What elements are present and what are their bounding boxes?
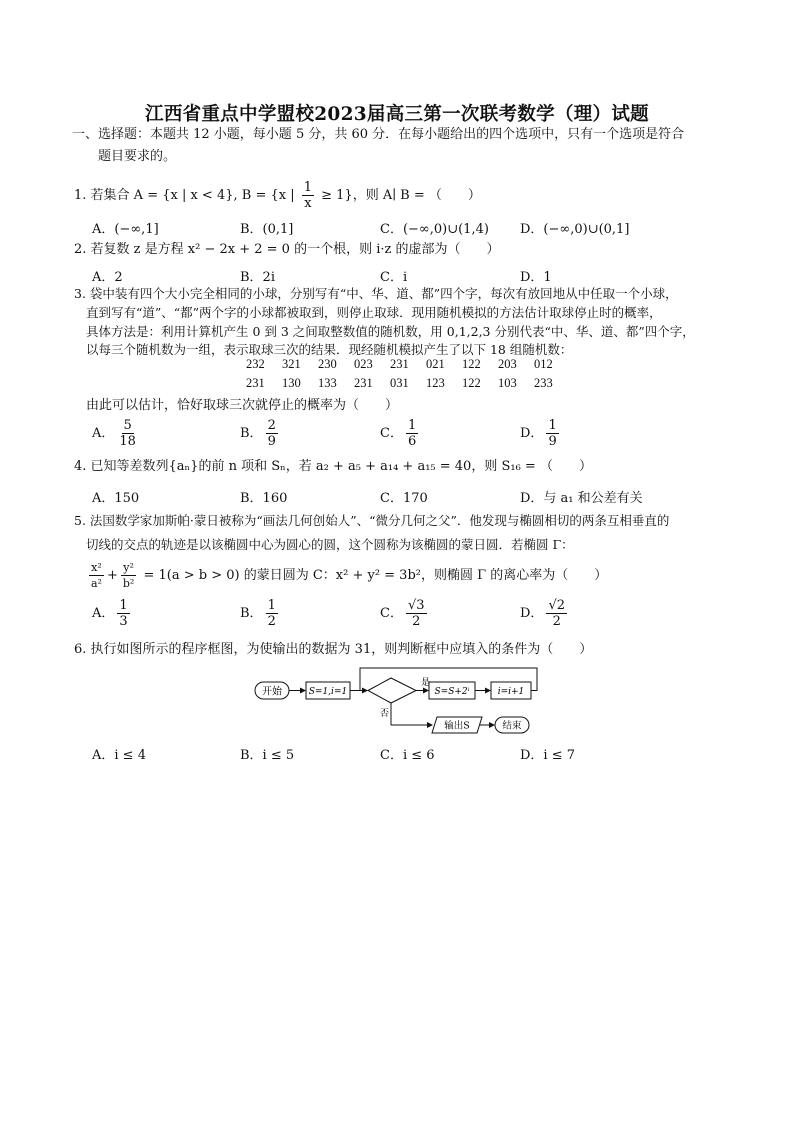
q1-fraction bbox=[302, 180, 314, 211]
q5-line1: 5. 法国数学家加斯帕·蒙日被称为“画法几何创始人”、“微分几何之父”．他发现与椭圆相切的两条互相垂直的 bbox=[74, 513, 670, 528]
flow-incr-text: i=i+1 bbox=[497, 687, 525, 697]
q2-option-d[interactable]: D．1 bbox=[520, 270, 552, 285]
q3-r1-c8: 203 bbox=[498, 357, 517, 371]
q1-frac-den: x bbox=[304, 196, 312, 211]
q5-opt-a-den: 3 bbox=[119, 614, 128, 629]
q5-opt-d-label: D． bbox=[520, 606, 544, 621]
q3-r2-c5: 031 bbox=[390, 376, 409, 390]
q3-opt-a-den: 18 bbox=[119, 434, 136, 449]
exam-title: 江西省重点中学盟校2023届高三第一次联考数学（理）试题 bbox=[145, 104, 649, 125]
q5-frac-y-num: y² bbox=[123, 561, 134, 574]
q5-opt-b-fraction bbox=[266, 598, 278, 629]
q5-opt-c-fraction bbox=[406, 598, 427, 629]
q6-option-d[interactable]: D．i ≤ 7 bbox=[520, 748, 576, 763]
q6-stem: 6. 执行如图所示的程序框图，为使输出的数据为 31，则判断框中应填入的条件为（ ） bbox=[74, 642, 593, 657]
q5-opt-d-fraction bbox=[546, 598, 567, 629]
flow-start-text: 开始 bbox=[262, 686, 282, 698]
q1-frac-num: 1 bbox=[303, 180, 312, 195]
q3-opt-b-den: 9 bbox=[267, 434, 276, 449]
q4-option-c[interactable]: C．170 bbox=[380, 491, 428, 506]
flow-assign-box bbox=[429, 682, 475, 699]
q1-option-a[interactable]: A．(−∞,1] bbox=[92, 222, 159, 237]
q3-opt-c-label: C． bbox=[380, 426, 403, 441]
flow-init-text: S=1,i=1 bbox=[308, 687, 348, 697]
q3-opt-c-den: 6 bbox=[407, 434, 417, 449]
flow-decision-diamond bbox=[368, 678, 416, 703]
q3-r2-c1: 231 bbox=[246, 376, 265, 390]
q6-flowchart bbox=[250, 664, 550, 740]
q3-opt-d-label: D． bbox=[520, 426, 544, 441]
q3-option-a[interactable] bbox=[92, 418, 141, 449]
flow-output-parallelogram bbox=[432, 717, 482, 733]
flow-start-terminal bbox=[255, 682, 289, 699]
q2-option-a[interactable]: A．2 bbox=[92, 270, 123, 285]
q3-opt-d-den: 9 bbox=[548, 434, 557, 449]
q3-r2-c2: 130 bbox=[282, 376, 301, 390]
q3-r2-c3: 133 bbox=[318, 376, 337, 390]
q3-r1-c3: 230 bbox=[318, 357, 337, 371]
q3-option-b[interactable] bbox=[240, 418, 281, 449]
q5-opt-c-num: √3 bbox=[407, 598, 425, 613]
flow-init-box bbox=[306, 682, 350, 699]
q3-opt-a-label: A． bbox=[92, 426, 115, 441]
q3-question: 由此可以估计，恰好取球三次就停止的概率为（ ） bbox=[86, 398, 399, 413]
q5-frac-y bbox=[121, 560, 136, 591]
flow-end-terminal bbox=[495, 717, 529, 733]
q3-line2: 直到写有“道”、“都”两个字的小球都被取到，则停止取球．现用随机模拟的方法估计取球停止时的概率， bbox=[86, 305, 662, 320]
q2-option-b[interactable]: B．2i bbox=[240, 270, 275, 285]
q5-opt-d-den: 2 bbox=[552, 614, 561, 629]
q1-option-b[interactable]: B．(0,1] bbox=[240, 222, 294, 237]
q4-stem: 4. 已知等差数列{aₙ}的前 n 项和 Sₙ，若 a₂ + a₅ + a₁₄ + a₁₅ = 40，则 S₁₆ = （ ） bbox=[74, 459, 592, 474]
q1-option-c[interactable]: C．(−∞,0)∪(1,4) bbox=[380, 222, 489, 237]
flow-output-text: 输出S bbox=[444, 720, 470, 732]
q5-line3-rest: = 1(a > b > 0) 的蒙日圆为 C：x² + y² = 3b²，则椭圆 Γ 的离心率为（ ） bbox=[139, 568, 608, 583]
q3-option-d[interactable] bbox=[520, 418, 562, 449]
q3-opt-c-num: 1 bbox=[407, 418, 417, 433]
q5-opt-c-label: C． bbox=[380, 606, 403, 621]
flow-end-text: 结束 bbox=[502, 720, 522, 732]
q5-opt-c-den: 2 bbox=[412, 614, 421, 629]
q3-r1-c5: 231 bbox=[390, 357, 409, 371]
q3-r1-c4: 023 bbox=[354, 357, 373, 371]
q5-option-a[interactable] bbox=[92, 598, 133, 629]
q6-option-c[interactable]: C．i ≤ 6 bbox=[380, 748, 435, 763]
q5-frac-x bbox=[89, 560, 104, 591]
q3-opt-b-fraction bbox=[266, 418, 278, 449]
q5-line3: $\frac{\text{x²}}{\text{a²}}$ + $\frac{\text{y²}}{\text{b²}}$ = 1(a > b > 0) 的蒙日圆为 C：x² + y² = 3b²，则椭圆 Γ 的离心率为（ ） bbox=[91, 561, 608, 590]
q5-opt-a-label: A． bbox=[92, 606, 115, 621]
q5-option-b[interactable] bbox=[240, 598, 281, 629]
q3-random-row2 bbox=[246, 376, 570, 391]
section-heading-line2: 题目要求的。 bbox=[98, 149, 177, 164]
q5-opt-b-label: B． bbox=[240, 606, 263, 621]
q3-opt-d-num: 1 bbox=[548, 418, 557, 433]
q1-option-d[interactable]: D．(−∞,0)∪(0,1] bbox=[520, 222, 630, 237]
q3-opt-a-num: 5 bbox=[123, 418, 132, 433]
q3-r1-c2: 321 bbox=[282, 357, 301, 371]
q5-opt-d-num: √2 bbox=[548, 598, 565, 613]
q3-r1-c6: 021 bbox=[426, 357, 445, 371]
q3-random-row1 bbox=[246, 357, 570, 372]
q5-option-c[interactable] bbox=[380, 598, 430, 629]
q5-opt-b-den: 2 bbox=[267, 614, 276, 629]
q4-option-d[interactable]: D．与 a₁ 和公差有关 bbox=[520, 491, 643, 506]
flow-incr-box bbox=[491, 682, 531, 699]
q2-stem: 2. 若复数 z 是方程 x² − 2x + 2 = 0 的一个根，则 i·z 的虚部为（ ） bbox=[74, 242, 500, 257]
section-heading-line1: 一、选择题：本题共 12 小题，每小题 5 分，共 60 分．在每小题给出的四个选项中，只有一个选项是符合 bbox=[72, 127, 685, 142]
q3-opt-c-fraction bbox=[406, 418, 418, 449]
q3-r1-c9: 012 bbox=[534, 357, 553, 371]
q5-frac-x-den: a² bbox=[91, 577, 102, 590]
q3-line3: 具体方法是：利用计算机产生 0 到 3 之间取整数值的随机数，用 0,1,2,3 分别代表“中、华、道、都”四个字， bbox=[86, 324, 695, 339]
q3-r1-c1: 232 bbox=[246, 357, 265, 371]
q5-opt-b-num: 1 bbox=[267, 598, 276, 613]
q3-line4: 以每三个随机数为一组，表示取球三次的结果．现经随机模拟产生了以下 18 组随机数： bbox=[86, 342, 573, 357]
q3-r1-c7: 122 bbox=[462, 357, 481, 371]
q3-r2-c6: 123 bbox=[426, 376, 445, 390]
q3-r2-c7: 122 bbox=[462, 376, 481, 390]
q1-stem-b: ≥ 1}，则 A∣ B = （ ） bbox=[317, 188, 481, 203]
q5-option-d[interactable] bbox=[520, 598, 570, 629]
q3-opt-b-label: B． bbox=[240, 426, 263, 441]
flow-yes-label: 是 bbox=[421, 678, 431, 688]
q5-frac-y-den: b² bbox=[122, 577, 135, 590]
q3-r2-c8: 103 bbox=[498, 376, 517, 390]
q3-r2-c4: 231 bbox=[354, 376, 373, 390]
q4-option-a[interactable]: A．150 bbox=[92, 491, 140, 506]
q4-option-b[interactable]: B．160 bbox=[240, 491, 288, 506]
q5-line2: 切线的交点的轨迹是以该椭圆中心为圆心的圆，这个圆称为该椭圆的蒙日圆．若椭圆 Γ： bbox=[86, 537, 574, 552]
flow-assign-text: S=S+2ⁱ bbox=[434, 687, 470, 697]
q1-stem-a: 1. 若集合 A = {x | x < 4}, B = {x | bbox=[74, 188, 299, 203]
q6-option-b[interactable]: B．i ≤ 5 bbox=[240, 748, 295, 763]
q3-line1: 3. 袋中装有四个大小完全相同的小球，分别写有“中、华、道、都”四个字，每次有放回地从中任取一个小球， bbox=[74, 286, 678, 301]
q3-opt-d-fraction bbox=[546, 418, 558, 449]
q3-option-c[interactable] bbox=[380, 418, 421, 449]
q3-opt-a-fraction bbox=[117, 418, 138, 449]
q3-r2-c9: 233 bbox=[534, 376, 553, 390]
q5-opt-a-num: 1 bbox=[119, 598, 128, 613]
q5-frac-x-num: x² bbox=[91, 561, 102, 574]
q6-option-a[interactable]: A．i ≤ 4 bbox=[92, 748, 146, 763]
q3-opt-b-num: 2 bbox=[267, 418, 276, 433]
q5-opt-a-fraction bbox=[117, 598, 129, 629]
q2-option-c[interactable]: C．i bbox=[380, 270, 408, 285]
flow-no-label: 否 bbox=[380, 709, 390, 719]
q1-stem bbox=[74, 180, 481, 211]
